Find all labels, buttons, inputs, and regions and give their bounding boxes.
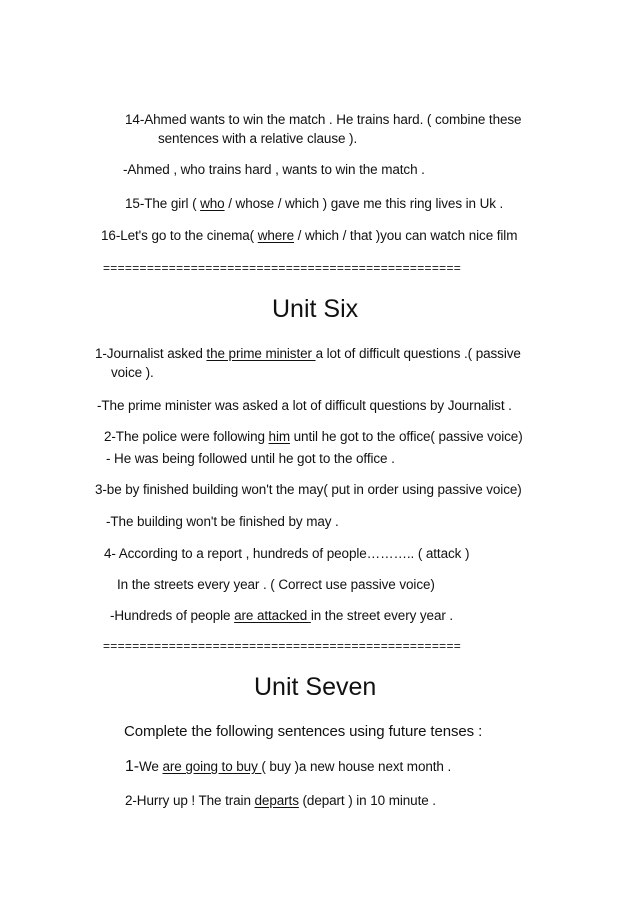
q16-text-pre: 16-Let's go to the cinema( bbox=[101, 228, 258, 243]
question-14-line1: 14-Ahmed wants to win the match . He trains hard. ( combine these bbox=[125, 112, 522, 127]
u6q2-text-post: until he got to the office( passive voice) bbox=[290, 429, 523, 444]
unit6-question-4: 4- According to a report , hundreds of people……….. ( attack ) bbox=[104, 546, 470, 561]
u6q1-text-pre: 1-Journalist asked bbox=[95, 346, 207, 361]
u6q1-text-post: a lot of difficult questions .( passive bbox=[315, 346, 521, 361]
u7q2-text-pre: 2-Hurry up ! The train bbox=[125, 793, 255, 808]
unit7-instructions: Complete the following sentences using future tenses : bbox=[124, 723, 483, 740]
unit7-question-2 bbox=[125, 792, 436, 809]
u7q1-text-pre: We bbox=[139, 759, 163, 774]
separator-line: ================================================= bbox=[103, 261, 462, 275]
unit7-question-1 bbox=[125, 758, 451, 775]
question-14-answer: -Ahmed , who trains hard , wants to win the match . bbox=[123, 162, 425, 177]
unit6-question-4-answer bbox=[110, 607, 453, 624]
u6q2-text-pre: 2-The police were following bbox=[104, 429, 269, 444]
unit6-question-1 bbox=[95, 345, 521, 362]
u6q1-underlined: the prime minister bbox=[206, 346, 316, 361]
u7q2-text-post: (depart ) in 10 minute . bbox=[298, 793, 436, 808]
separator-line: ================================================= bbox=[103, 639, 462, 653]
q15-text-post: / whose / which ) gave me this ring lives in Uk . bbox=[224, 196, 504, 211]
u7q1-text-post: ( buy )a new house next month . bbox=[261, 759, 452, 774]
unit6-question-3: 3-be by finished building won't the may( put in order using passive voice) bbox=[95, 482, 522, 497]
u7q2-underlined: departs bbox=[254, 793, 299, 808]
unit6-question-1-line2: voice ). bbox=[111, 365, 154, 380]
unit6-question-2 bbox=[104, 428, 523, 445]
question-14-line2: sentences with a relative clause ). bbox=[158, 131, 358, 146]
unit6-question-4-line2: In the streets every year . ( Correct use passive voice) bbox=[117, 577, 435, 592]
u6q4-underlined: are attacked bbox=[234, 608, 311, 623]
unit6-question-2-answer: - He was being followed until he got to the office . bbox=[106, 451, 395, 466]
u6q2-underlined: him bbox=[268, 429, 290, 444]
unit6-question-3-answer: -The building won't be finished by may . bbox=[106, 514, 339, 529]
q16-text-post: / which / that )you can watch nice film bbox=[294, 228, 518, 243]
question-15 bbox=[125, 195, 503, 212]
q15-text-pre: 15-The girl ( bbox=[125, 196, 201, 211]
u6q4-text-pre: -Hundreds of people bbox=[110, 608, 235, 623]
u7q1-underlined: are going to buy bbox=[162, 759, 262, 774]
q16-answer: where bbox=[257, 228, 294, 243]
unit-seven-heading: Unit Seven bbox=[254, 673, 377, 701]
unit-six-heading: Unit Six bbox=[272, 295, 359, 323]
u6q4-text-post: in the street every year . bbox=[310, 608, 454, 623]
unit6-question-1-answer: -The prime minister was asked a lot of difficult questions by Journalist . bbox=[97, 398, 512, 413]
question-16 bbox=[101, 227, 517, 244]
u7q1-number: 1- bbox=[125, 758, 140, 775]
q15-answer: who bbox=[200, 196, 225, 211]
